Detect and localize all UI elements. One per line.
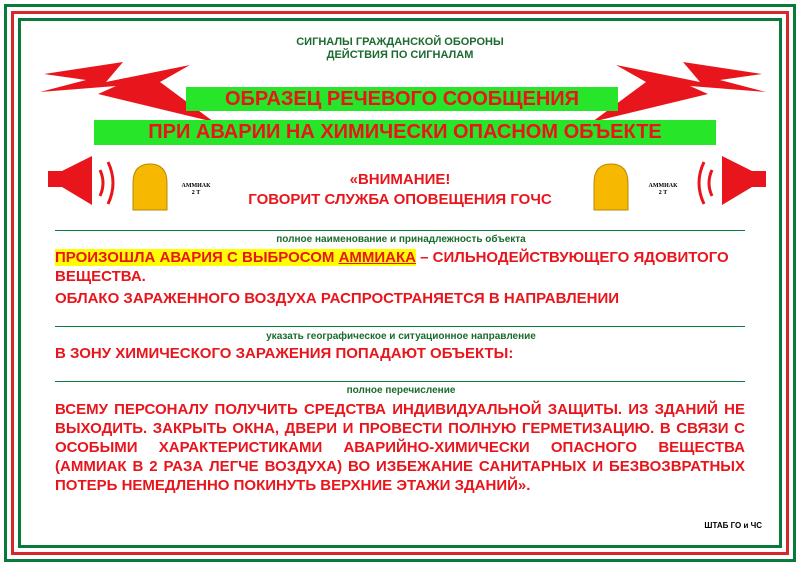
header-line-1: СИГНАЛЫ ГРАЖДАНСКОЙ ОБОРОНЫ (296, 36, 504, 48)
hint-direction: указать географическое и ситуационное направление (266, 331, 536, 342)
accident-suffix: – СИЛЬНОДЕЙСТВУЮЩЕГО ЯДОВИТОГО ВЕЩЕСТВА. (55, 249, 729, 285)
title-banner-1: ОБРАЗЕЦ РЕЧЕВОГО СООБЩЕНИЯ (186, 87, 618, 111)
lamp-label-left-line1: АММИАК (181, 183, 211, 189)
fill-in-line-direction (55, 326, 745, 327)
cloud-text: ОБЛАКО ЗАРАЖЕННОГО ВОЗДУХА РАСПРОСТРАНЯЕТСЯ В НАПРАВЛЕНИИ (55, 290, 620, 307)
lamp-label-left-line2: 2 Т (191, 190, 201, 196)
header-line-2: ДЕЙСТВИЯ ПО СИГНАЛАМ (326, 49, 474, 61)
lamp-label-right-line1: АММИАК (648, 183, 678, 189)
attention-line-2: ГОВОРИТ СЛУЖБА ОПОВЕЩЕНИЯ ГОЧС (248, 191, 552, 208)
staff-signature: ШТАБ ГО и ЧС (704, 521, 762, 530)
substance-name: АММИАКА (338, 249, 416, 266)
lamp-label-right-line2: 2 Т (658, 190, 668, 196)
fill-in-line-list (55, 381, 745, 382)
title-banner-2: ПРИ АВАРИИ НА ХИМИЧЕСКИ ОПАСНОМ ОБЪЕКТЕ (94, 120, 716, 145)
accident-prefix: ПРОИЗОШЛА АВАРИЯ С ВЫБРОСОМ (55, 249, 335, 266)
zone-text: В ЗОНУ ХИМИЧЕСКОГО ЗАРАЖЕНИЯ ПОПАДАЮТ ОБЪЕКТЫ: (55, 345, 514, 362)
accident-text (55, 248, 745, 286)
instructions-text: ВСЕМУ ПЕРСОНАЛУ ПОЛУЧИТЬ СРЕДСТВА ИНДИВИДУАЛЬНОЙ ЗАЩИТЫ. ИЗ ЗДАНИЙ НЕ ВЫХОДИТЬ. ЗАКРЫТЬ ОКНА, ДВЕРИ И ПРОВЕСТИ ПОЛНУЮ ГЕРМЕТИЗАЦИЮ. В СВЯЗИ С ОСОБЫМИ ХАРАКТЕРИСТИКАМИ АВАРИЙНО-ХИМИЧЕСКИ ОПАСНОГО ВЕЩЕСТВА (АММИАК В 2 РАЗА ЛЕГЧЕ ВОЗДУХА) ВО ИЗБЕЖАНИЕ САНИТАРНЫХ И БЕЗВОЗВРАТНЫХ ПОТЕРЬ НЕМЕДЛЕННО ПОКИНУТЬ ВЕРХНИЕ ЭТАЖИ ЗДАНИЙ». (55, 401, 745, 494)
fill-in-line-object (55, 230, 745, 231)
hint-list: полное перечисление (346, 385, 456, 396)
hint-object: полное наименование и принадлежность объекта (276, 234, 526, 245)
attention-line-1: «ВНИМАНИЕ! (349, 171, 451, 188)
